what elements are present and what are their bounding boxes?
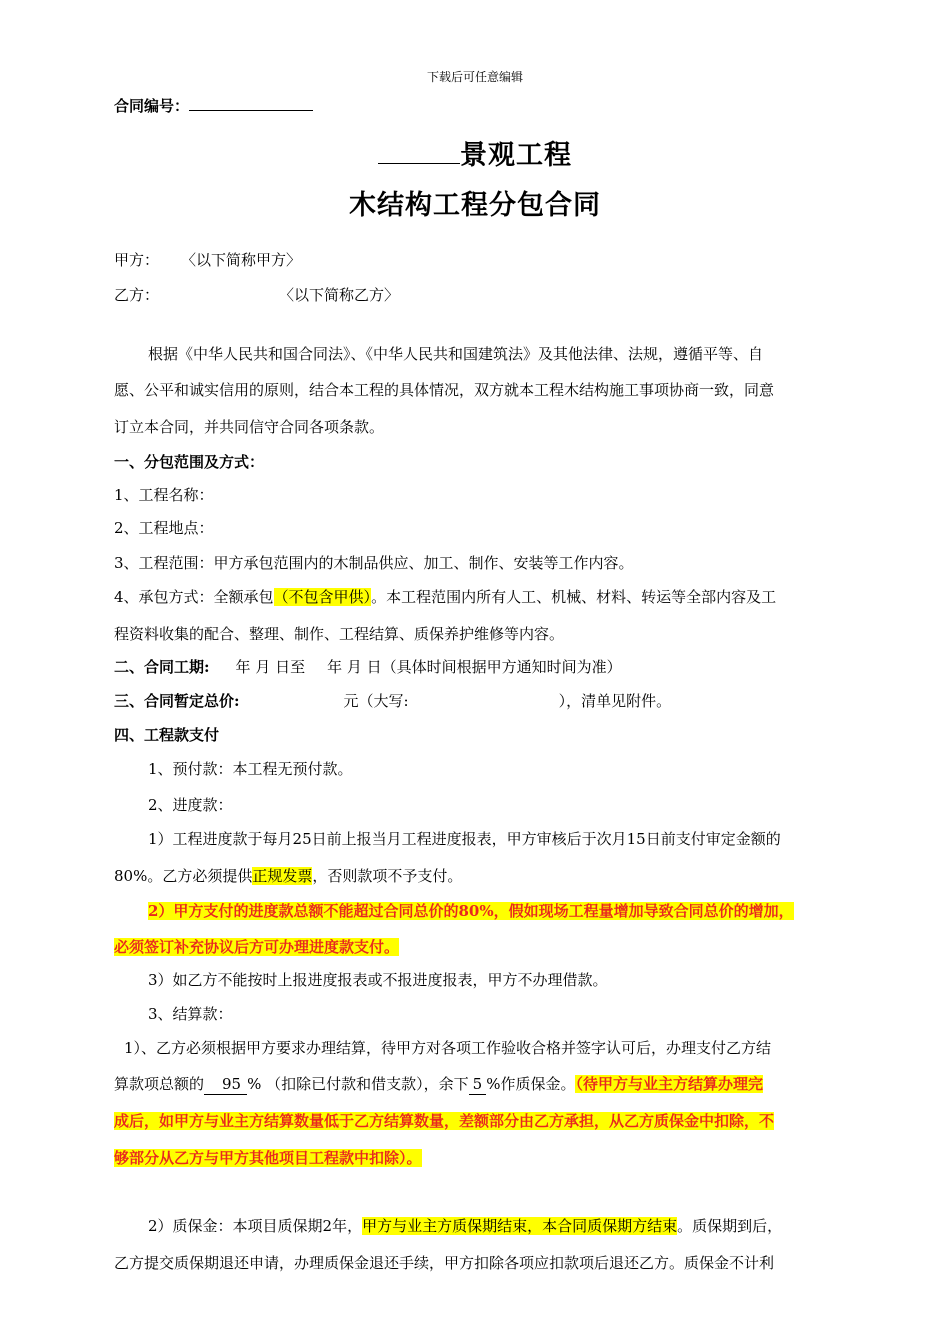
- settlement-text-c: %作质保金。: [486, 1075, 576, 1093]
- settlement-red-a: （待甲方与业主方结算办理完: [575, 1075, 763, 1093]
- clause-2-text-a: 2）甲方支付的进度款总额不能超过合同总价的80%，假如现场工程量增加导致合同总价的增加，: [148, 902, 794, 920]
- section-4-prepay: 1、预付款：本工程无预付款。: [148, 760, 353, 778]
- invoice-highlight: 正规发票: [252, 867, 313, 885]
- section-1-item-1: 1、工程名称：: [114, 486, 214, 504]
- contract-number-blank: [189, 110, 313, 111]
- contract-number: [114, 96, 858, 116]
- clause-2-text-b: 必须签订补充协议后方可办理进度款支付。: [114, 938, 400, 956]
- warranty-highlight: 甲方与业主方质保期结束，本合同质保期方结束: [362, 1217, 678, 1235]
- section-3: [114, 691, 858, 711]
- settlement-red-c: 够部分从乙方与甲方其他项目工程款中扣除）。: [114, 1149, 422, 1167]
- clause-1-text-b: ，否则款项不予支付。: [312, 867, 463, 885]
- settlement-clause-1-line-2: [114, 1074, 858, 1095]
- progress-clause-2-line-1: [148, 901, 858, 921]
- settlement-clause-1-line-4: [114, 1148, 858, 1168]
- party-b: [114, 285, 858, 305]
- party-a-label: 甲方：: [114, 251, 160, 269]
- section-2-date-start: 年 月 日至: [235, 658, 306, 676]
- section-2-heading: 二、合同工期:: [114, 658, 210, 676]
- item-4-text-a: 4、承包方式：全额承包: [114, 588, 274, 606]
- project-name-blank: [378, 163, 460, 164]
- settlement-red-b: 成后，如甲方与业主方结算数量低于乙方结算数量，差额部分由乙方承担，从乙方质保金中扣除，不: [114, 1112, 775, 1130]
- title-line-1-text: 景观工程: [460, 140, 572, 171]
- section-4-heading: 四、工程款支付: [114, 726, 220, 744]
- payment-percent: 95: [204, 1074, 247, 1095]
- title-line-2: 木结构工程分包合同: [349, 190, 601, 221]
- item-4-text-b: 。本工程范围内所有人工、机械、材料、转运等全部内容及工: [371, 588, 777, 606]
- settlement-clause-1-line-1: 1）、乙方必须根据甲方要求办理结算，待甲方对各项工作验收合格并签字认可后，办理支付乙方结: [124, 1039, 772, 1057]
- section-1-heading: 一、分包范围及方式：: [114, 453, 265, 471]
- clause-1-text-a: 80%。乙方必须提供: [114, 867, 253, 885]
- section-2-date-end: 年 月 日（具体时间根据甲方通知时间为准）: [327, 658, 622, 676]
- section-1-item-2: 2、工程地点：: [114, 519, 214, 537]
- intro-line-3: 订立本合同，并共同信守合同各项条款。: [114, 418, 385, 436]
- intro-line-2: 愿、公平和诚实信用的原则，结合本工程的具体情况，双方就本工程木结构施工事项协商一致，同意: [114, 381, 775, 399]
- settlement-clause-1-line-3: [114, 1111, 858, 1131]
- progress-clause-1-line-1: 1）工程进度款于每月25日前上报当月工程进度报表，甲方审核后于次月15日前支付审定金额的: [148, 830, 781, 848]
- header-note: 下载后可任意编辑: [426, 70, 523, 84]
- section-1-item-3: 3、工程范围：甲方承包范围内的木制品供应、加工、制作、安装等工作内容。: [114, 554, 634, 572]
- section-3-unit: 元（大写:: [343, 692, 409, 710]
- item-4-highlight: （不包含甲供）: [273, 588, 372, 606]
- warranty-clause-line-2: 乙方提交质保期退还申请，办理质保金退还手续，甲方扣除各项应扣款项后退还乙方。质保金不计利: [114, 1254, 775, 1272]
- section-1-item-4: [114, 587, 858, 607]
- party-a: [114, 250, 858, 270]
- contract-number-label: 合同编号：: [114, 97, 190, 115]
- intro-line-1: 根据《中华人民共和国合同法》、《中华人民共和国建筑法》及其他法律、法规，遵循平等、自: [148, 345, 764, 363]
- party-b-label: 乙方：: [114, 286, 160, 304]
- settlement-text-a: 算款项总额的: [114, 1075, 205, 1093]
- warranty-text-b: 。质保期到后，: [677, 1217, 783, 1235]
- party-b-note: 〈以下简称乙方〉: [279, 286, 400, 304]
- section-4-settlement: 3、结算款：: [148, 1005, 233, 1023]
- section-3-heading: 三、合同暂定总价:: [114, 692, 240, 710]
- section-1-item-4-cont: 程资料收集的配合、整理、制作、工程结算、质保养护维修等内容。: [114, 625, 565, 643]
- warranty-clause-line-1: [148, 1216, 858, 1236]
- progress-clause-3: 3）如乙方不能按时上报进度报表或不报进度报表，甲方不办理借款。: [148, 971, 608, 989]
- settlement-text-b: % （扣除已付款和借支款），余下: [247, 1075, 469, 1093]
- title-line-1: [0, 133, 950, 172]
- retention-percent: 5: [469, 1074, 487, 1095]
- progress-clause-2-line-2: [114, 937, 858, 957]
- section-2: [114, 657, 858, 677]
- section-3-tail: ），清单见附件。: [558, 692, 672, 710]
- party-a-note: 〈以下简称甲方〉: [181, 251, 302, 269]
- warranty-text-a: 2）质保金：本项目质保期2年，: [148, 1217, 363, 1235]
- section-4-progress: 2、进度款：: [148, 796, 233, 814]
- progress-clause-1-line-2: [114, 866, 858, 886]
